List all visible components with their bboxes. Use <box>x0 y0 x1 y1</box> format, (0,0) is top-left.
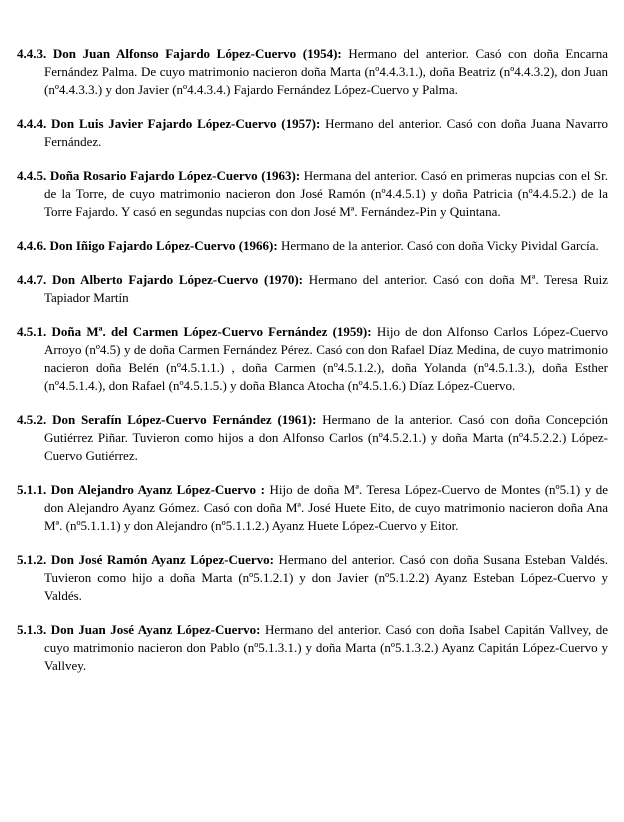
entry-number: 4.5.1. <box>17 324 47 339</box>
entry-number: 4.4.5. <box>17 168 47 183</box>
entry-body: Hermana del anterior. Casó en primeras nupcias con el Sr. de la Torre, de cuyo matrimonio nacieron don José Ramón (nº4.4.5.1) y doña Patricia (nº4.4.5.2.) de la Torre Fajardo. Y casó en segundas nupcias con don José Mª. Fernández-Pin y Quintana. <box>44 168 608 219</box>
genealogy-entry <box>17 411 608 465</box>
genealogy-entry <box>17 481 608 535</box>
genealogy-entry <box>17 45 608 99</box>
entry-title: Doña Rosario Fajardo López-Cuervo (1963): <box>49 168 301 183</box>
genealogy-entry <box>17 551 608 605</box>
entry-title: Don Iñigo Fajardo López-Cuervo (1966): <box>49 238 278 253</box>
genealogy-entry <box>17 271 608 307</box>
genealogy-entry <box>17 237 608 255</box>
entry-body: Hermano del anterior. Casó con doña Juana Navarro Fernández. <box>44 116 609 149</box>
entry-number: 4.4.6. <box>17 238 47 253</box>
entry-title: Don Luis Javier Fajardo López-Cuervo (1957): <box>51 116 321 131</box>
genealogy-entry <box>17 323 608 395</box>
entry-number: 5.1.2. <box>17 552 47 567</box>
entry-title: Don Alejandro Ayanz López-Cuervo : <box>50 482 265 497</box>
entry-body: Hijo de doña Mª. Teresa López-Cuervo de Montes (nº5.1) y de don Alejandro Ayanz Gómez. Casó con doña Mª. José Huete Eito, de cuyo matrimonio nacieron doña Ana Mª. (nº5.1.1.1) y don Alejandro (nº5.1.1.2.) Ayanz Huete López-Cuervo y Eitor. <box>44 482 609 533</box>
entry-body: Hermano de la anterior. Casó con doña Concepción Gutiérrez Piñar. Tuvieron como hijos a don Alfonso Carlos (nº4.5.2.1.) y doña Marta (nº4.5.2.2.) López-Cuervo Gutiérrez. <box>44 412 609 463</box>
entry-number: 4.4.4. <box>17 116 47 131</box>
genealogy-entry <box>17 167 608 221</box>
entry-title: Don José Ramón Ayanz López-Cuervo: <box>50 552 274 567</box>
entry-body: Hermano del anterior. Casó con doña Isabel Capitán Vallvey, de cuyo matrimonio nacieron don Pablo (nº5.1.3.1.) y doña Marta (nº5.1.3.2.) Ayanz Capitán López-Cuervo y Vallvey. <box>44 622 609 673</box>
genealogy-entry <box>17 115 608 151</box>
entry-title: Don Serafín López-Cuervo Fernández (1961): <box>52 412 317 427</box>
entry-body: Hermano de la anterior. Casó con doña Vicky Pividal García. <box>280 238 599 253</box>
entry-body: Hermano del anterior. Casó con doña Susana Esteban Valdés. Tuvieron como hijo a doña Marta (nº5.1.2.1) y don Javier (nº5.1.2.2) Ayanz Esteban López-Cuervo y Valdés. <box>44 552 609 603</box>
entry-number: 4.4.7. <box>17 272 47 287</box>
genealogy-entry <box>17 621 608 675</box>
entry-title: Doña Mª. del Carmen López-Cuervo Fernández (1959): <box>51 324 372 339</box>
entry-body: Hermano del anterior. Casó con doña Mª. Teresa Ruiz Tapiador Martín <box>44 272 609 305</box>
entry-title: Don Alberto Fajardo López-Cuervo (1970): <box>51 272 303 287</box>
entry-number: 5.1.3. <box>17 622 47 637</box>
entry-body: Hermano del anterior. Casó con doña Encarna Fernández Palma. De cuyo matrimonio nacieron doña Marta (nº4.4.3.1.), doña Beatriz (nº4.4.3.2), don Juan (nº4.4.3.3.) y don Javier (nº4.4.3.4.) Fajardo Fernández López-Cuervo y Palma. <box>44 46 609 97</box>
entry-number: 4.5.2. <box>17 412 47 427</box>
entry-title: Don Juan Alfonso Fajardo López-Cuervo (1954): <box>52 46 342 61</box>
entry-number: 5.1.1. <box>17 482 47 497</box>
entry-title: Don Juan José Ayanz López-Cuervo: <box>50 622 261 637</box>
entry-body: Hijo de don Alfonso Carlos López-Cuervo Arroyo (nº4.5) y de doña Carmen Fernández Pérez. Casó con don Rafael Díaz Medina, de cuyo matrimonio nacieron doña Belén (nº4.5.1.1.) , doña Carmen (nº4.5.1.2.), doña Yolanda (nº4.5.1.3.), doña Esther (nº4.5.1.4.), don Rafael (nº4.5.1.5.) y doña Blanca Atocha (nº4.5.1.6.) Díaz López-Cuervo. <box>44 324 609 393</box>
entry-number: 4.4.3. <box>17 46 47 61</box>
